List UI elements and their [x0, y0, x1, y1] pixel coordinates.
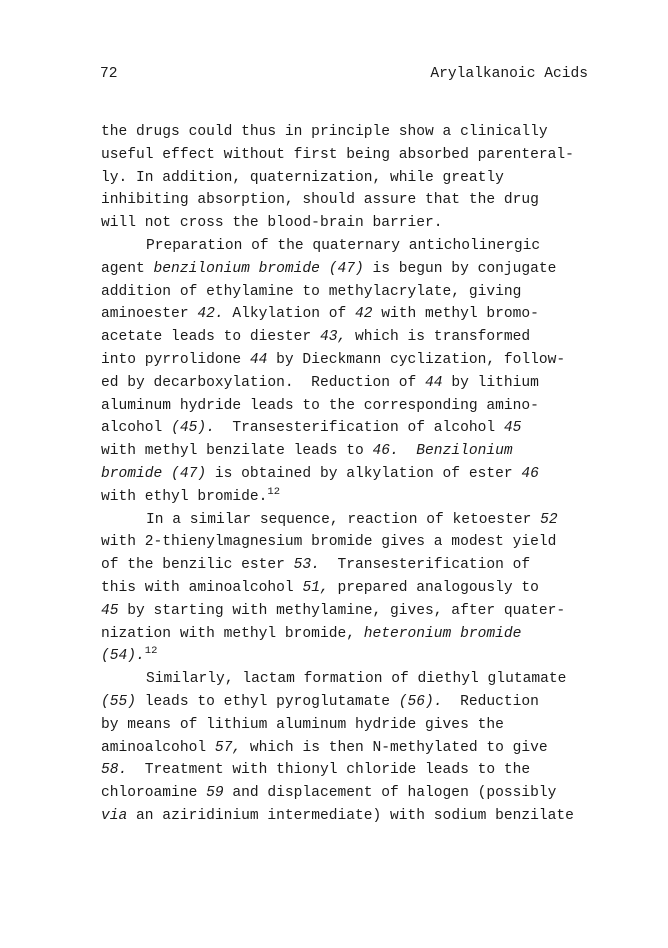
- text-segment: and displacement of halogen (possibly: [223, 785, 557, 802]
- text-segment: agent: [101, 260, 154, 277]
- text-segment: by starting with methylamine, gives, after quater-: [118, 602, 566, 619]
- text-segment: into pyrrolidone: [101, 351, 250, 368]
- italic-text: (54).: [101, 648, 145, 665]
- text-line: [101, 691, 591, 714]
- text-segment: by Dieckmann cyclization, follow-: [267, 351, 566, 368]
- text-line: [101, 737, 591, 760]
- text-segment: ly. In addition, quaternization, while greatly: [101, 169, 504, 186]
- text-segment: Transesterification of: [319, 557, 531, 574]
- text-segment: by means of lithium aluminum hydride gives the: [101, 716, 504, 733]
- italic-text: (55): [101, 693, 137, 710]
- reference-superscript: 12: [267, 485, 281, 498]
- text-line: [101, 167, 591, 190]
- text-segment: Alkylation of: [223, 306, 355, 323]
- text-segment: ed by decarboxylation. Reduction of: [101, 374, 426, 391]
- text-segment: acetate leads to diester: [101, 329, 320, 346]
- text-segment: Preparation of the quaternary anticholinergic: [146, 237, 541, 254]
- italic-text: 44: [249, 351, 268, 368]
- text-segment: aminoester: [101, 306, 198, 323]
- text-segment: inhibiting absorption, should assure that the drug: [101, 192, 539, 209]
- italic-text: 59: [206, 785, 224, 802]
- text-line: [101, 554, 591, 577]
- text-segment: prepared analogously to: [328, 579, 539, 596]
- text-segment: Similarly, lactam formation of diethyl glutamate: [146, 671, 567, 688]
- text-segment: of the benzilic ester: [101, 557, 294, 574]
- italic-text: (56).: [398, 693, 443, 710]
- italic-text: 52: [540, 511, 558, 528]
- text-segment: with 2-thienylmagnesium bromide gives a modest yield: [101, 534, 557, 551]
- italic-text: 44: [425, 374, 443, 391]
- text-segment: which is transformed: [346, 329, 531, 346]
- paragraph-first-line: [101, 509, 591, 532]
- text-line: [101, 645, 591, 668]
- text-segment: with methyl bromo-: [372, 306, 539, 323]
- text-segment: useful effect without first being absorbed parenteral-: [101, 146, 574, 163]
- text-segment: Treatment with thionyl chloride leads to the: [127, 762, 531, 779]
- text-line: [101, 577, 591, 600]
- text-line: [101, 349, 591, 372]
- italic-text: 43,: [319, 329, 347, 346]
- italic-text: 46: [521, 465, 539, 482]
- text-segment: with ethyl bromide.: [101, 488, 268, 505]
- text-segment: nization with methyl bromide,: [101, 625, 364, 642]
- text-line: [101, 600, 591, 623]
- text-line: [101, 212, 591, 235]
- italic-text: (45).: [171, 420, 215, 437]
- italic-text: 51,: [302, 579, 329, 596]
- text-segment: will not cross the blood-brain barrier.: [101, 215, 443, 232]
- text-segment: this with aminoalcohol: [101, 579, 303, 596]
- text-line: [101, 189, 591, 212]
- text-line: [101, 121, 591, 144]
- text-segment: Transesterification of alcohol: [214, 420, 504, 437]
- body-text: [101, 121, 591, 828]
- text-line: [101, 303, 591, 326]
- text-line: [101, 805, 591, 828]
- text-line: [101, 395, 591, 418]
- page-number: 72: [100, 66, 118, 82]
- text-line: [101, 782, 591, 805]
- italic-text: 46.: [372, 443, 399, 460]
- italic-text: benzilonium bromide (47): [153, 260, 364, 277]
- text-segment: the drugs could thus in principle show a clinically: [101, 124, 548, 140]
- italic-text: 58.: [101, 762, 128, 779]
- italic-text: 45: [101, 602, 119, 619]
- text-segment: with methyl benzilate leads to: [101, 443, 373, 460]
- italic-text: heteronium bromide: [363, 625, 522, 642]
- text-line: [101, 486, 591, 509]
- text-line: [101, 531, 591, 554]
- text-line: [101, 463, 591, 486]
- italic-text: Benzilonium: [416, 443, 513, 460]
- text-segment: [399, 443, 417, 459]
- text-line: [101, 623, 591, 646]
- text-segment: aminoalcohol: [101, 739, 215, 756]
- text-segment: addition of ethylamine to methylacrylate, giving: [101, 283, 522, 300]
- text-line: [101, 372, 591, 395]
- text-segment: which is then N-methylated to give: [241, 739, 548, 756]
- italic-text: 42: [355, 306, 373, 323]
- reference-superscript: 12: [144, 645, 158, 658]
- italic-text: 57,: [214, 739, 242, 756]
- text-segment: Reduction: [442, 693, 539, 710]
- running-head: Arylalkanoic Acids: [430, 66, 588, 82]
- italic-text: bromide (47): [101, 465, 207, 482]
- text-line: [101, 326, 591, 349]
- page-header: [100, 66, 588, 86]
- text-line: [101, 144, 591, 167]
- italic-text: 53.: [293, 557, 320, 574]
- text-segment: alcohol: [101, 420, 172, 437]
- text-segment: by lithium: [442, 374, 539, 391]
- text-segment: chloroamine: [101, 785, 207, 802]
- text-segment: leads to ethyl pyroglutamate: [136, 693, 399, 710]
- italic-text: 42.: [197, 306, 224, 323]
- paragraph-first-line: [101, 235, 591, 258]
- text-line: [101, 258, 591, 281]
- text-segment: an aziridinium intermediate) with sodium benzilate: [127, 807, 574, 824]
- text-line: [101, 440, 591, 463]
- text-line: [101, 281, 591, 304]
- text-line: [101, 417, 591, 440]
- text-line: [101, 714, 591, 737]
- text-line: [101, 759, 591, 782]
- text-segment: aluminum hydride leads to the corresponding amino-: [101, 397, 539, 414]
- text-segment: is begun by conjugate: [363, 260, 557, 277]
- text-segment: is obtained by alkylation of ester: [206, 465, 522, 482]
- italic-text: via: [101, 807, 128, 824]
- paragraph-first-line: [101, 668, 591, 691]
- italic-text: 45: [503, 420, 522, 437]
- text-segment: In a similar sequence, reaction of ketoester: [146, 511, 541, 528]
